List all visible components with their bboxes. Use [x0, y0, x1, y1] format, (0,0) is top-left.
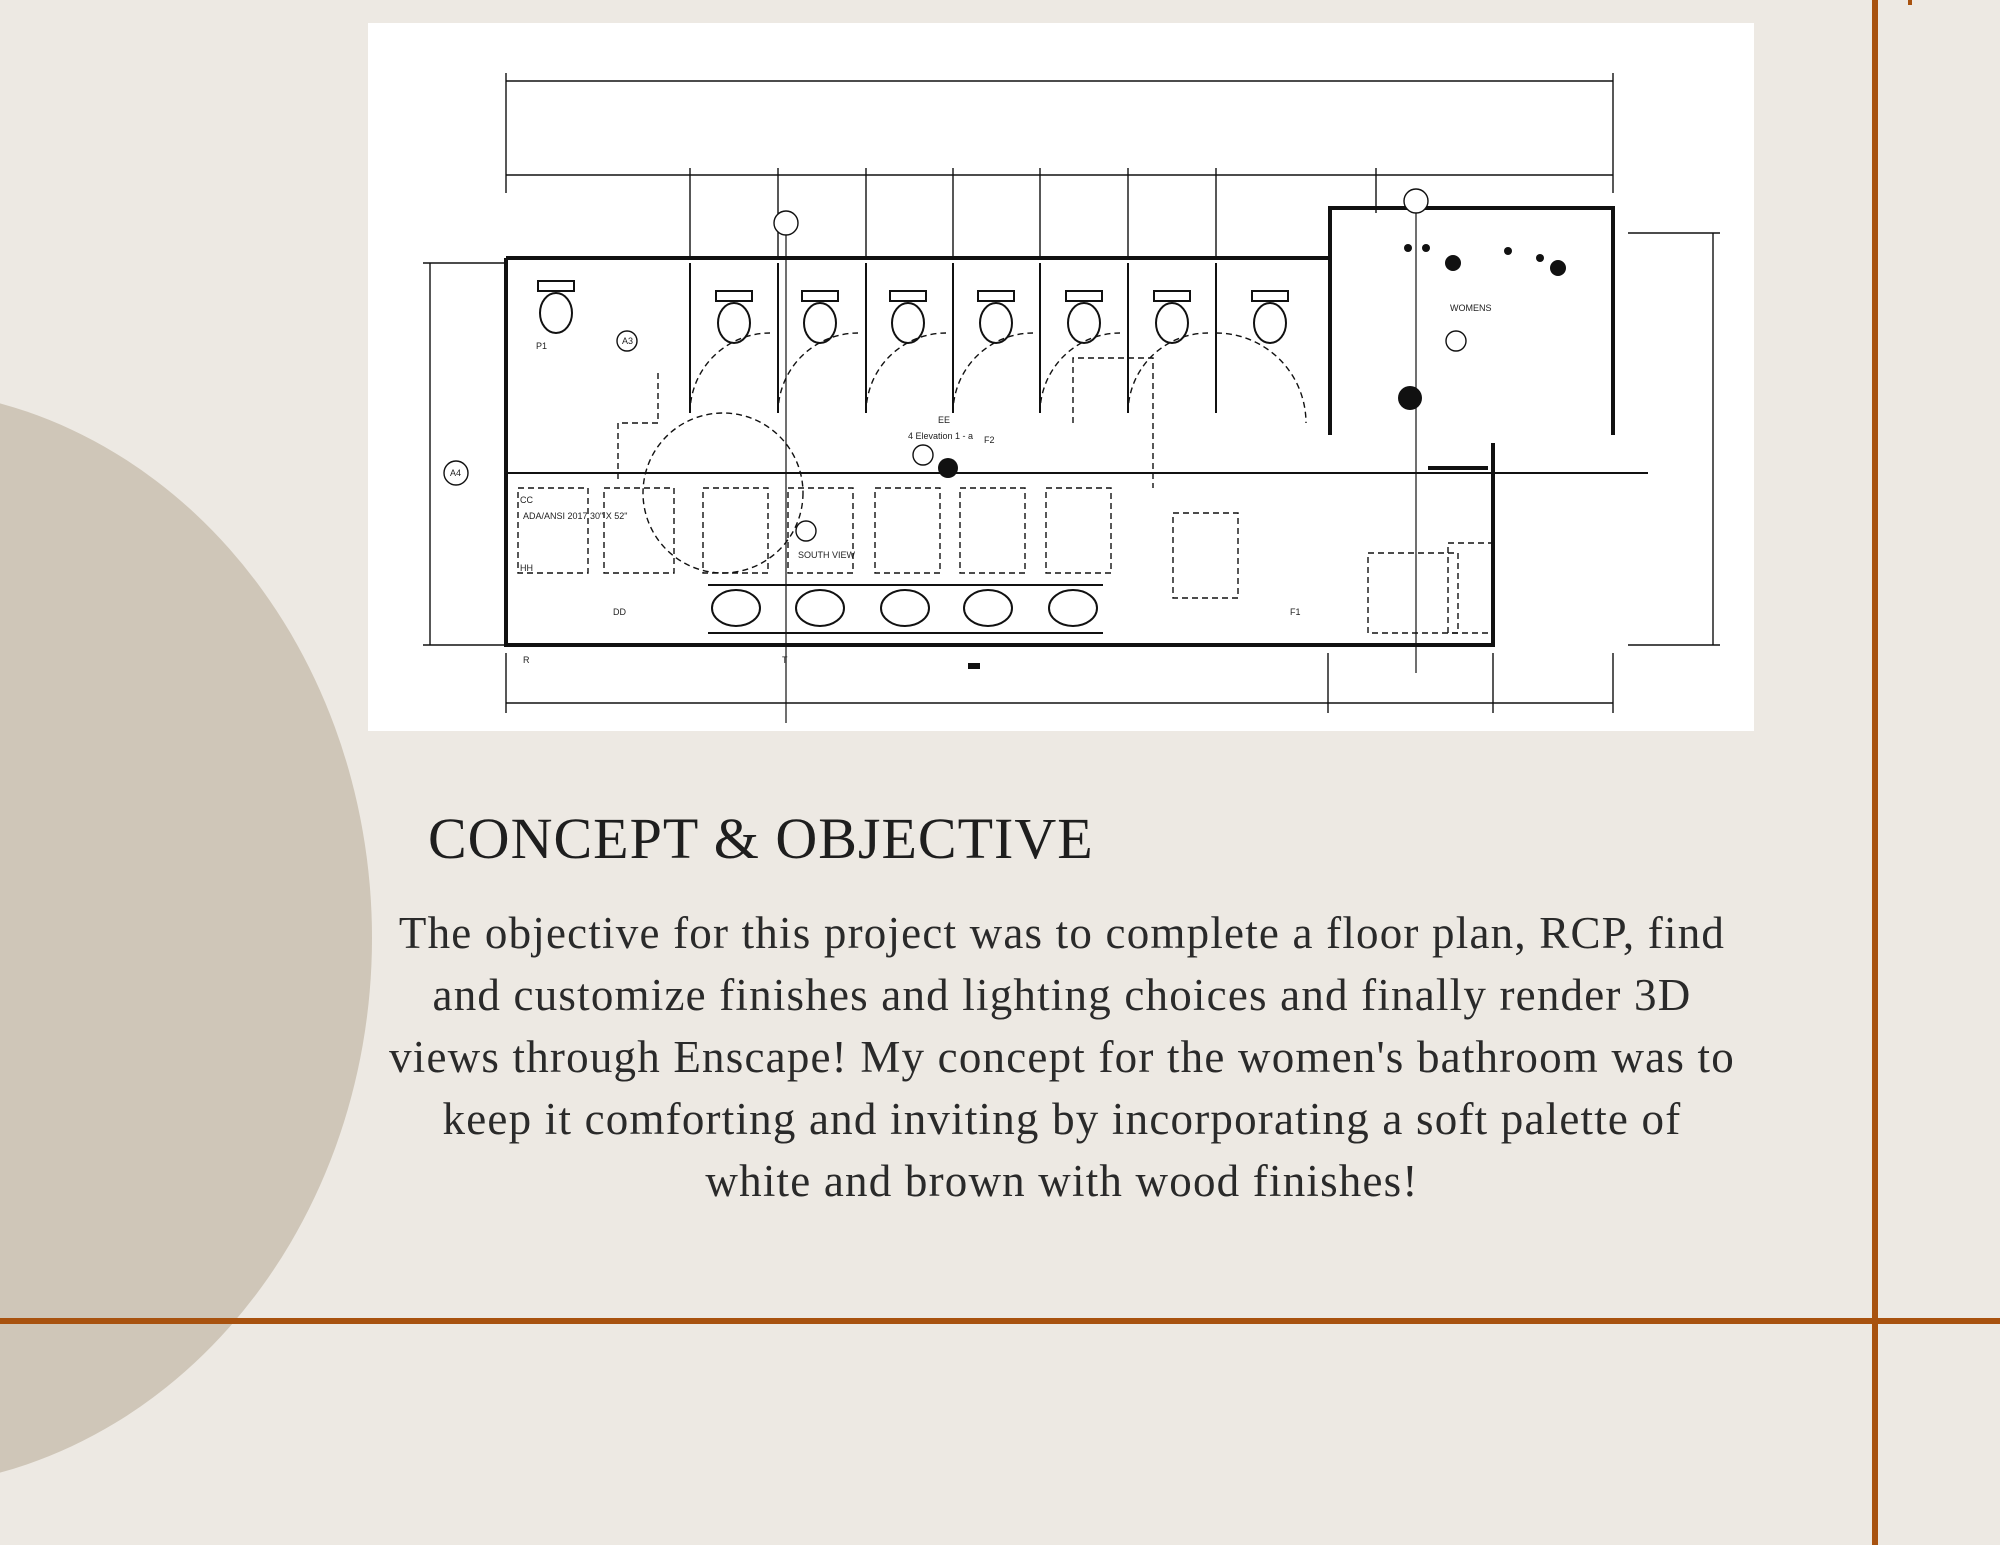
wall [506, 208, 1613, 435]
sink [1049, 590, 1097, 626]
marker-label: A4 [450, 468, 462, 478]
accent-tick [1908, 0, 1912, 5]
section-body: The objective for this project was to complete a floor plan, RCP, find and customize finishes and lighting choices and finally render 3D views through Enscape! My concept for the women's bathroom was to keep it comforting and inviting by incorporating a soft palette of white and brown with wood finishes! [389, 908, 1735, 1206]
fixture-label: EE [938, 415, 951, 425]
vertical-accent-rule [1872, 0, 1878, 1545]
floor-plan-drawing [368, 23, 1754, 731]
south-view-label: SOUTH VIEW [798, 550, 856, 560]
finish-label: F2 [984, 435, 995, 445]
fixture-label: HH [520, 563, 533, 573]
toilet [1156, 303, 1188, 343]
finish-label: P1 [536, 341, 548, 351]
toilet [980, 303, 1012, 343]
finish-label: F1 [1290, 607, 1301, 617]
toilet [540, 293, 572, 333]
sink [796, 590, 844, 626]
fixture-label: T [782, 655, 788, 665]
elevation-label: 4 Elevation 1 - a [908, 431, 974, 441]
toilet [804, 303, 836, 343]
marker-label: A3 [622, 336, 634, 346]
section-heading: CONCEPT & OBJECTIVE [428, 806, 1094, 871]
fixture-label: CC [520, 495, 533, 505]
floor-plan-image [368, 23, 1754, 731]
toilet [892, 303, 924, 343]
sink [712, 590, 760, 626]
toilet [1254, 303, 1286, 343]
horizontal-accent-rule [0, 1318, 2000, 1324]
toilet [1068, 303, 1100, 343]
fixture-label: DD [613, 607, 626, 617]
room-label: WOMENS [1450, 303, 1492, 313]
sink [881, 590, 929, 626]
sink [964, 590, 1012, 626]
toilet [718, 303, 750, 343]
fixture-label: R [523, 655, 530, 665]
lavatory-label: ADA/ANSI 2017 30" X 52" [523, 511, 628, 521]
